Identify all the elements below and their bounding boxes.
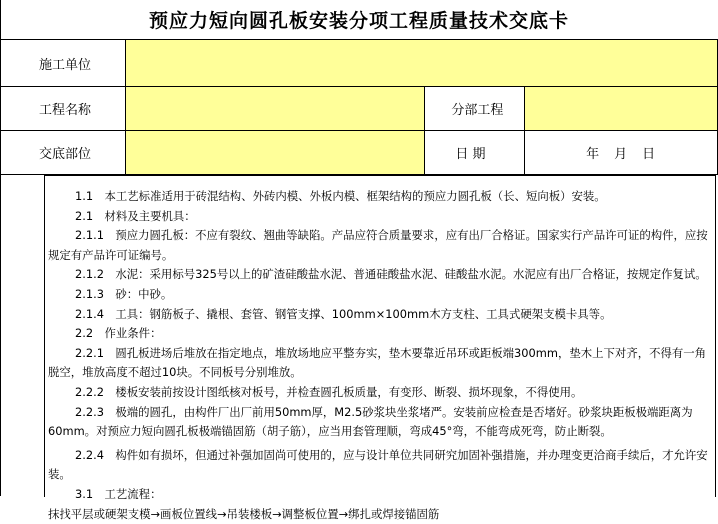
content-paragraph: 2.1 材料及主要机具： [45, 207, 715, 227]
content-paragraph: 2.2.1 圆孔板进场后堆放在指定地点，堆放场地应平整夯实，垫木要靠近吊环或距板端300mm，垫木上下对齐，不得有一角脱空，堆放高度不超过10块。不同板号分别堆放。 [45, 344, 715, 383]
content-paragraph: 2.1.1 预应力圆孔板：不应有裂纹、翘曲等缺陷。产品应符合质量要求，应有出厂合格证。国家实行产品许可证的构件，应按规定有产品许可证编号。 [45, 226, 715, 265]
sub-project-field[interactable] [525, 87, 718, 131]
content-paragraph: 2.2.4 构件如有损坏，但通过补强加固尚可使用的，应与设计单位共同研究加固补强措施，并办理变更洽商手续后，才允许安装。 [45, 446, 715, 485]
date-label: 日 期 [425, 131, 525, 175]
page-title: 预应力短向圆孔板安装分项工程质量技术交底卡 [0, 6, 718, 33]
briefing-content [44, 175, 716, 497]
content-paragraph: 抹找平层或硬架支模→画板位置线→吊装楼板→调整板位置→绑扎或焊接锚固筋 [45, 505, 715, 524]
part-label: 交底部位 [1, 131, 126, 175]
header-form [0, 39, 718, 175]
date-field[interactable]: 年 月 日 [525, 131, 718, 175]
content-paragraph: 2.2 作业条件： [45, 324, 715, 344]
unit-field[interactable] [125, 40, 717, 87]
content-paragraph: 2.1.4 工具：钢筋板子、撬根、套管、钢管支撑、100mm×100mm木方支柱、工具式硬架支模卡具等。 [45, 305, 715, 325]
content-paragraph: 2.1.3 砂：中砂。 [45, 285, 715, 305]
content-paragraph: 2.2.2 楼板安装前按设计图纸核对板号，并检查圆孔板质量，有变形、断裂、损坏现象，不得使用。 [45, 383, 715, 403]
sub-project-label: 分部工程 [425, 87, 525, 131]
part-field[interactable] [125, 131, 424, 175]
project-label: 工程名称 [1, 87, 126, 131]
project-field[interactable] [125, 87, 424, 131]
content-paragraph: 2.2.3 极端的圆孔，由构件厂出厂前用50mm厚，M2.5砂浆块坐浆堵严。安装前应检查是否堵好。砂浆块距板极端距离为60mm。对预应力短向圆孔板极端锚固筋（胡子筋），应当用套管理顺，弯成45°弯，不能弯成死弯，防止断裂。 [45, 403, 715, 442]
unit-label: 施工单位 [1, 40, 126, 87]
content-paragraph: 1.1 本工艺标准适用于砖混结构、外砖内模、外板内模、框架结构的预应力圆孔板（长、短向板）安装。 [45, 187, 715, 207]
content-paragraph: 3.1 工艺流程： [45, 485, 715, 505]
content-paragraph: 2.1.2 水泥：采用标号325号以上的矿渣硅酸盐水泥、普通硅酸盐水泥、硅酸盐水泥。水泥应有出厂合格证，按规定作复试。 [45, 265, 715, 285]
